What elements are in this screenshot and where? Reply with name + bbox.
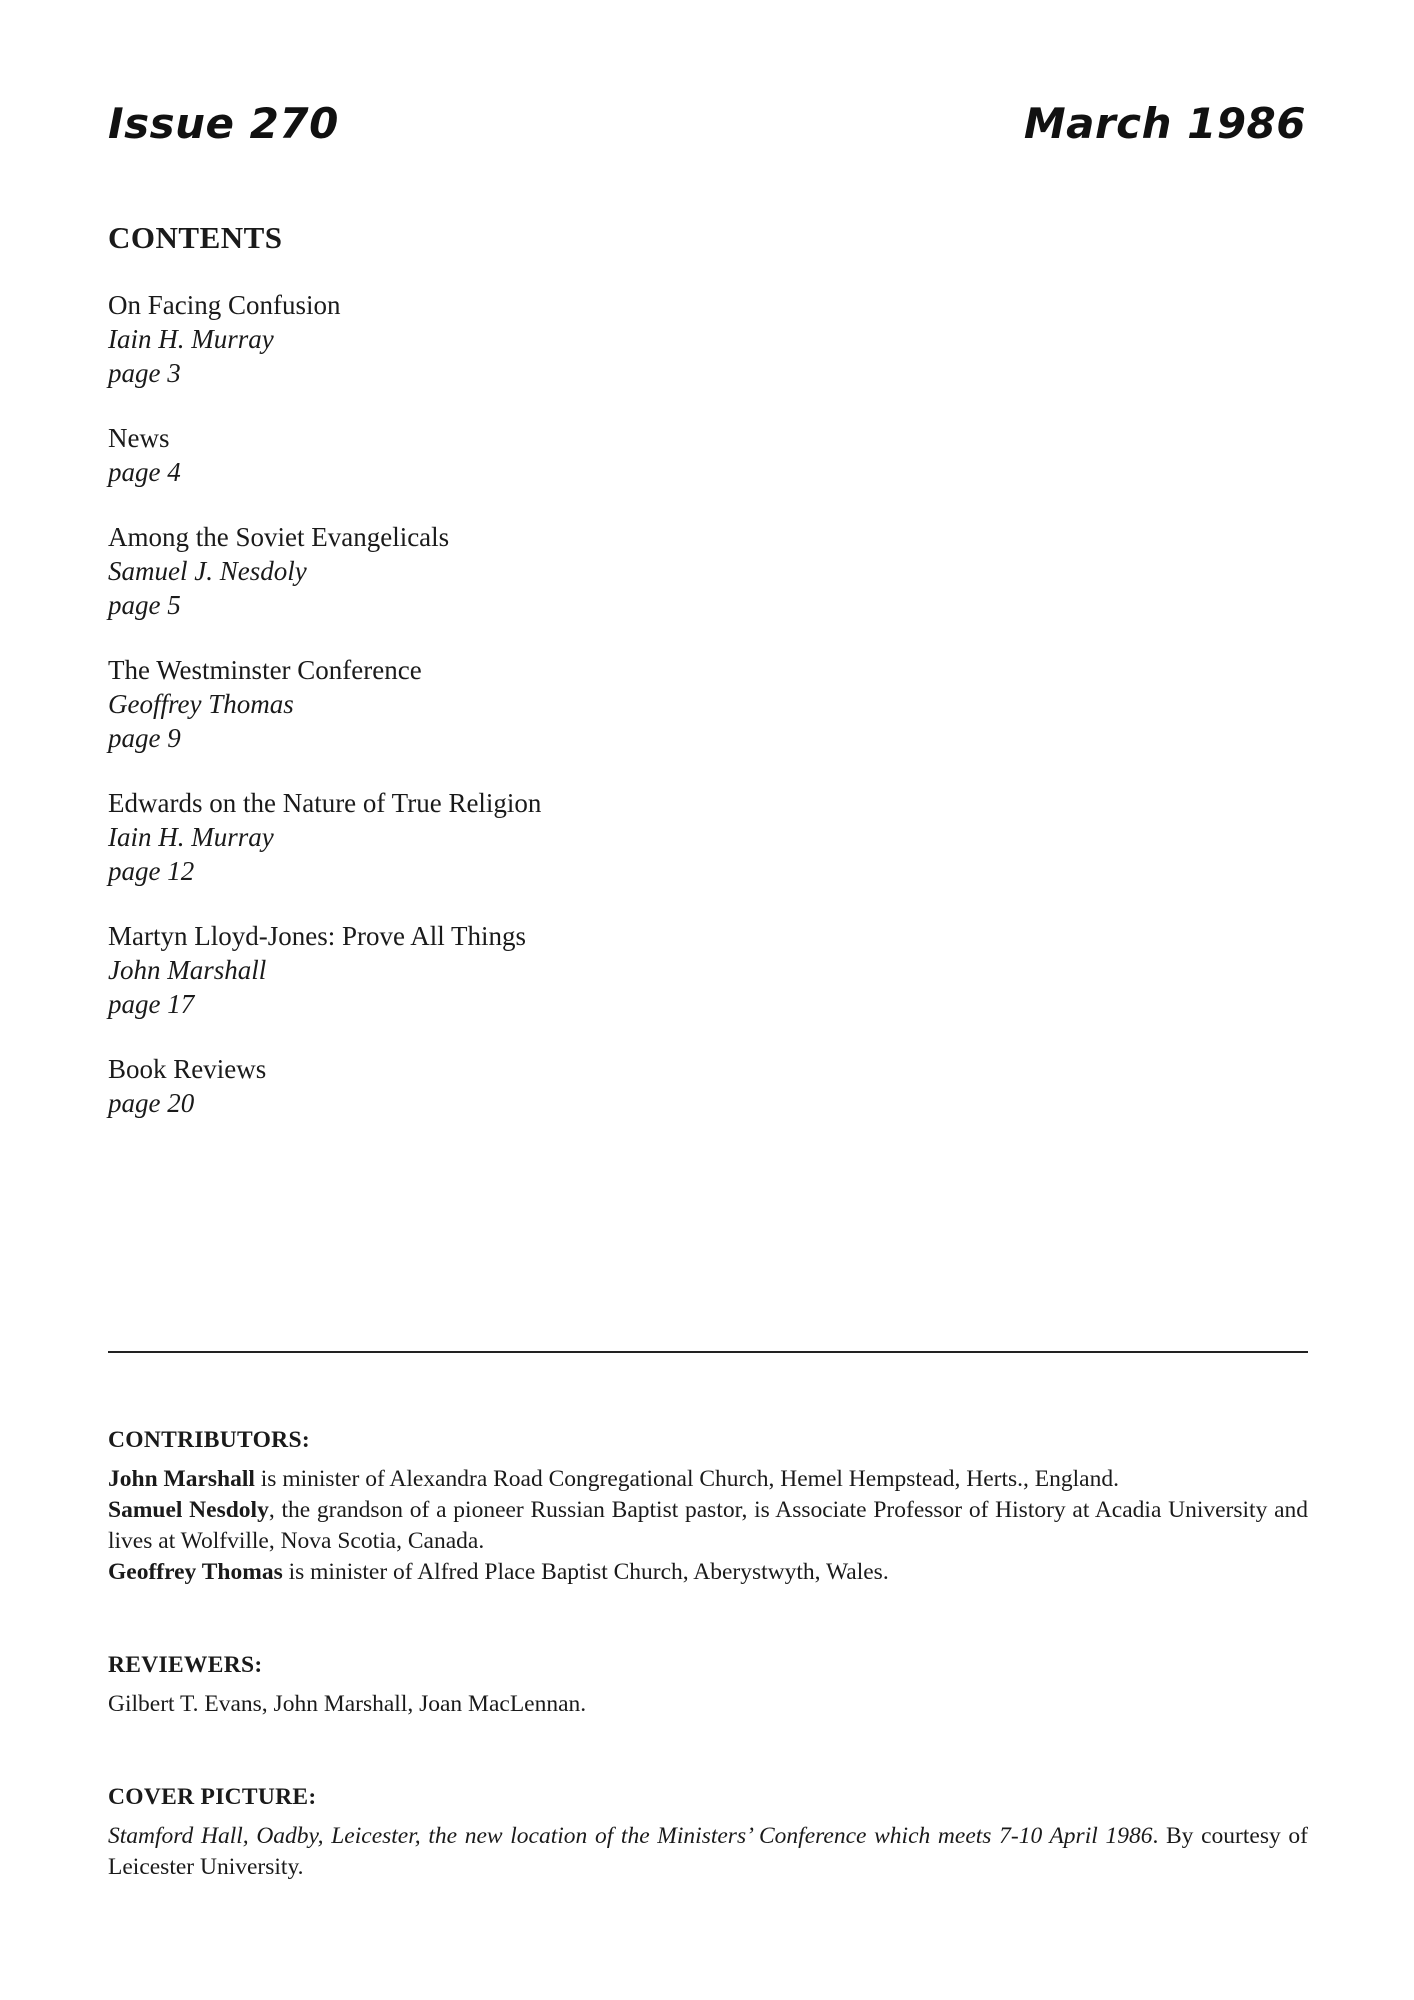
contributor-bio: is minister of Alexandra Road Congregational Church, Hemel Hempstead, Herts., England. (254, 1466, 1119, 1492)
toc-entry-title[interactable]: On Facing Confusion (108, 290, 341, 320)
contributor-bio: , the grandson of a pioneer Russian Baptist pastor, is Associate Professor of History at Acadia University and lives at Wolfville, Nova Scotia, Canada. (108, 1497, 1308, 1554)
toc-entry-title[interactable]: Among the Soviet Evangelicals (108, 522, 450, 552)
reviewers-list: Gilbert T. Evans, John Marshall, Joan MacLennan. (108, 1691, 587, 1717)
toc-entry-author: John Marshall (108, 955, 267, 985)
toc-entry-title[interactable]: Book Reviews (108, 1054, 267, 1084)
toc-entry-title[interactable]: The Westminster Conference (108, 655, 422, 685)
toc-entry[interactable] (108, 919, 1008, 1021)
toc-entry-page: page 3 (108, 358, 181, 388)
contributors-heading: CONTRIBUTORS: (108, 1427, 310, 1453)
toc-entry-title[interactable]: Edwards on the Nature of True Religion (108, 788, 542, 818)
toc-entry[interactable] (108, 288, 1008, 390)
contributor-name: Geoffrey Thomas (108, 1559, 283, 1585)
cover-caption-italic: Stamford Hall, Oadby, Leicester, the new location of the Ministers’ Conference which meets 7-10 April 1986 (108, 1823, 1153, 1849)
toc-entry-page: page 4 (108, 457, 181, 487)
toc-entry-author: Geoffrey Thomas (108, 689, 294, 719)
reviewers-heading: REVIEWERS: (108, 1652, 263, 1678)
toc-entry-author: Iain H. Murray (108, 324, 274, 354)
issue-date: March 1986 (1023, 99, 1306, 148)
cover-picture-heading: COVER PICTURE: (108, 1784, 317, 1810)
toc-entry-page: page 12 (108, 856, 195, 886)
page-header (108, 96, 1306, 156)
toc-entry-page: page 20 (108, 1088, 195, 1118)
contents-heading: CONTENTS (108, 220, 283, 255)
toc-entry-page: page 17 (108, 989, 195, 1019)
cover-caption (108, 1821, 1308, 1883)
reviewers-section (108, 1650, 1308, 1720)
section-divider (108, 1351, 1308, 1353)
toc-entry[interactable] (108, 520, 1008, 622)
cover-picture-section (108, 1782, 1308, 1883)
contributor-name: Samuel Nesdoly (108, 1497, 269, 1523)
contributor-name: John Marshall (108, 1466, 255, 1492)
toc-entry[interactable] (108, 786, 1008, 888)
contributor-entry (108, 1557, 1308, 1588)
contributor-entry (108, 1464, 1308, 1495)
toc-entry[interactable] (108, 653, 1008, 755)
contributors-section (108, 1425, 1308, 1588)
toc-entry-author: Iain H. Murray (108, 822, 274, 852)
toc-entry-page: page 5 (108, 590, 181, 620)
toc-entry[interactable] (108, 421, 1008, 489)
toc-entry-title[interactable]: News (108, 423, 170, 453)
toc-entry-author: Samuel J. Nesdoly (108, 556, 307, 586)
toc-entry-title[interactable]: Martyn Lloyd-Jones: Prove All Things (108, 921, 526, 951)
contributor-bio: is minister of Alfred Place Baptist Church, Aberystwyth, Wales. (282, 1559, 889, 1585)
table-of-contents (108, 288, 1008, 1151)
issue-number: Issue 270 (108, 99, 339, 148)
contributor-entry (108, 1495, 1308, 1557)
cover-caption-credit: . By courtesy of Leicester University. (108, 1823, 1308, 1880)
toc-entry[interactable] (108, 1052, 1008, 1120)
toc-entry-page: page 9 (108, 723, 181, 753)
